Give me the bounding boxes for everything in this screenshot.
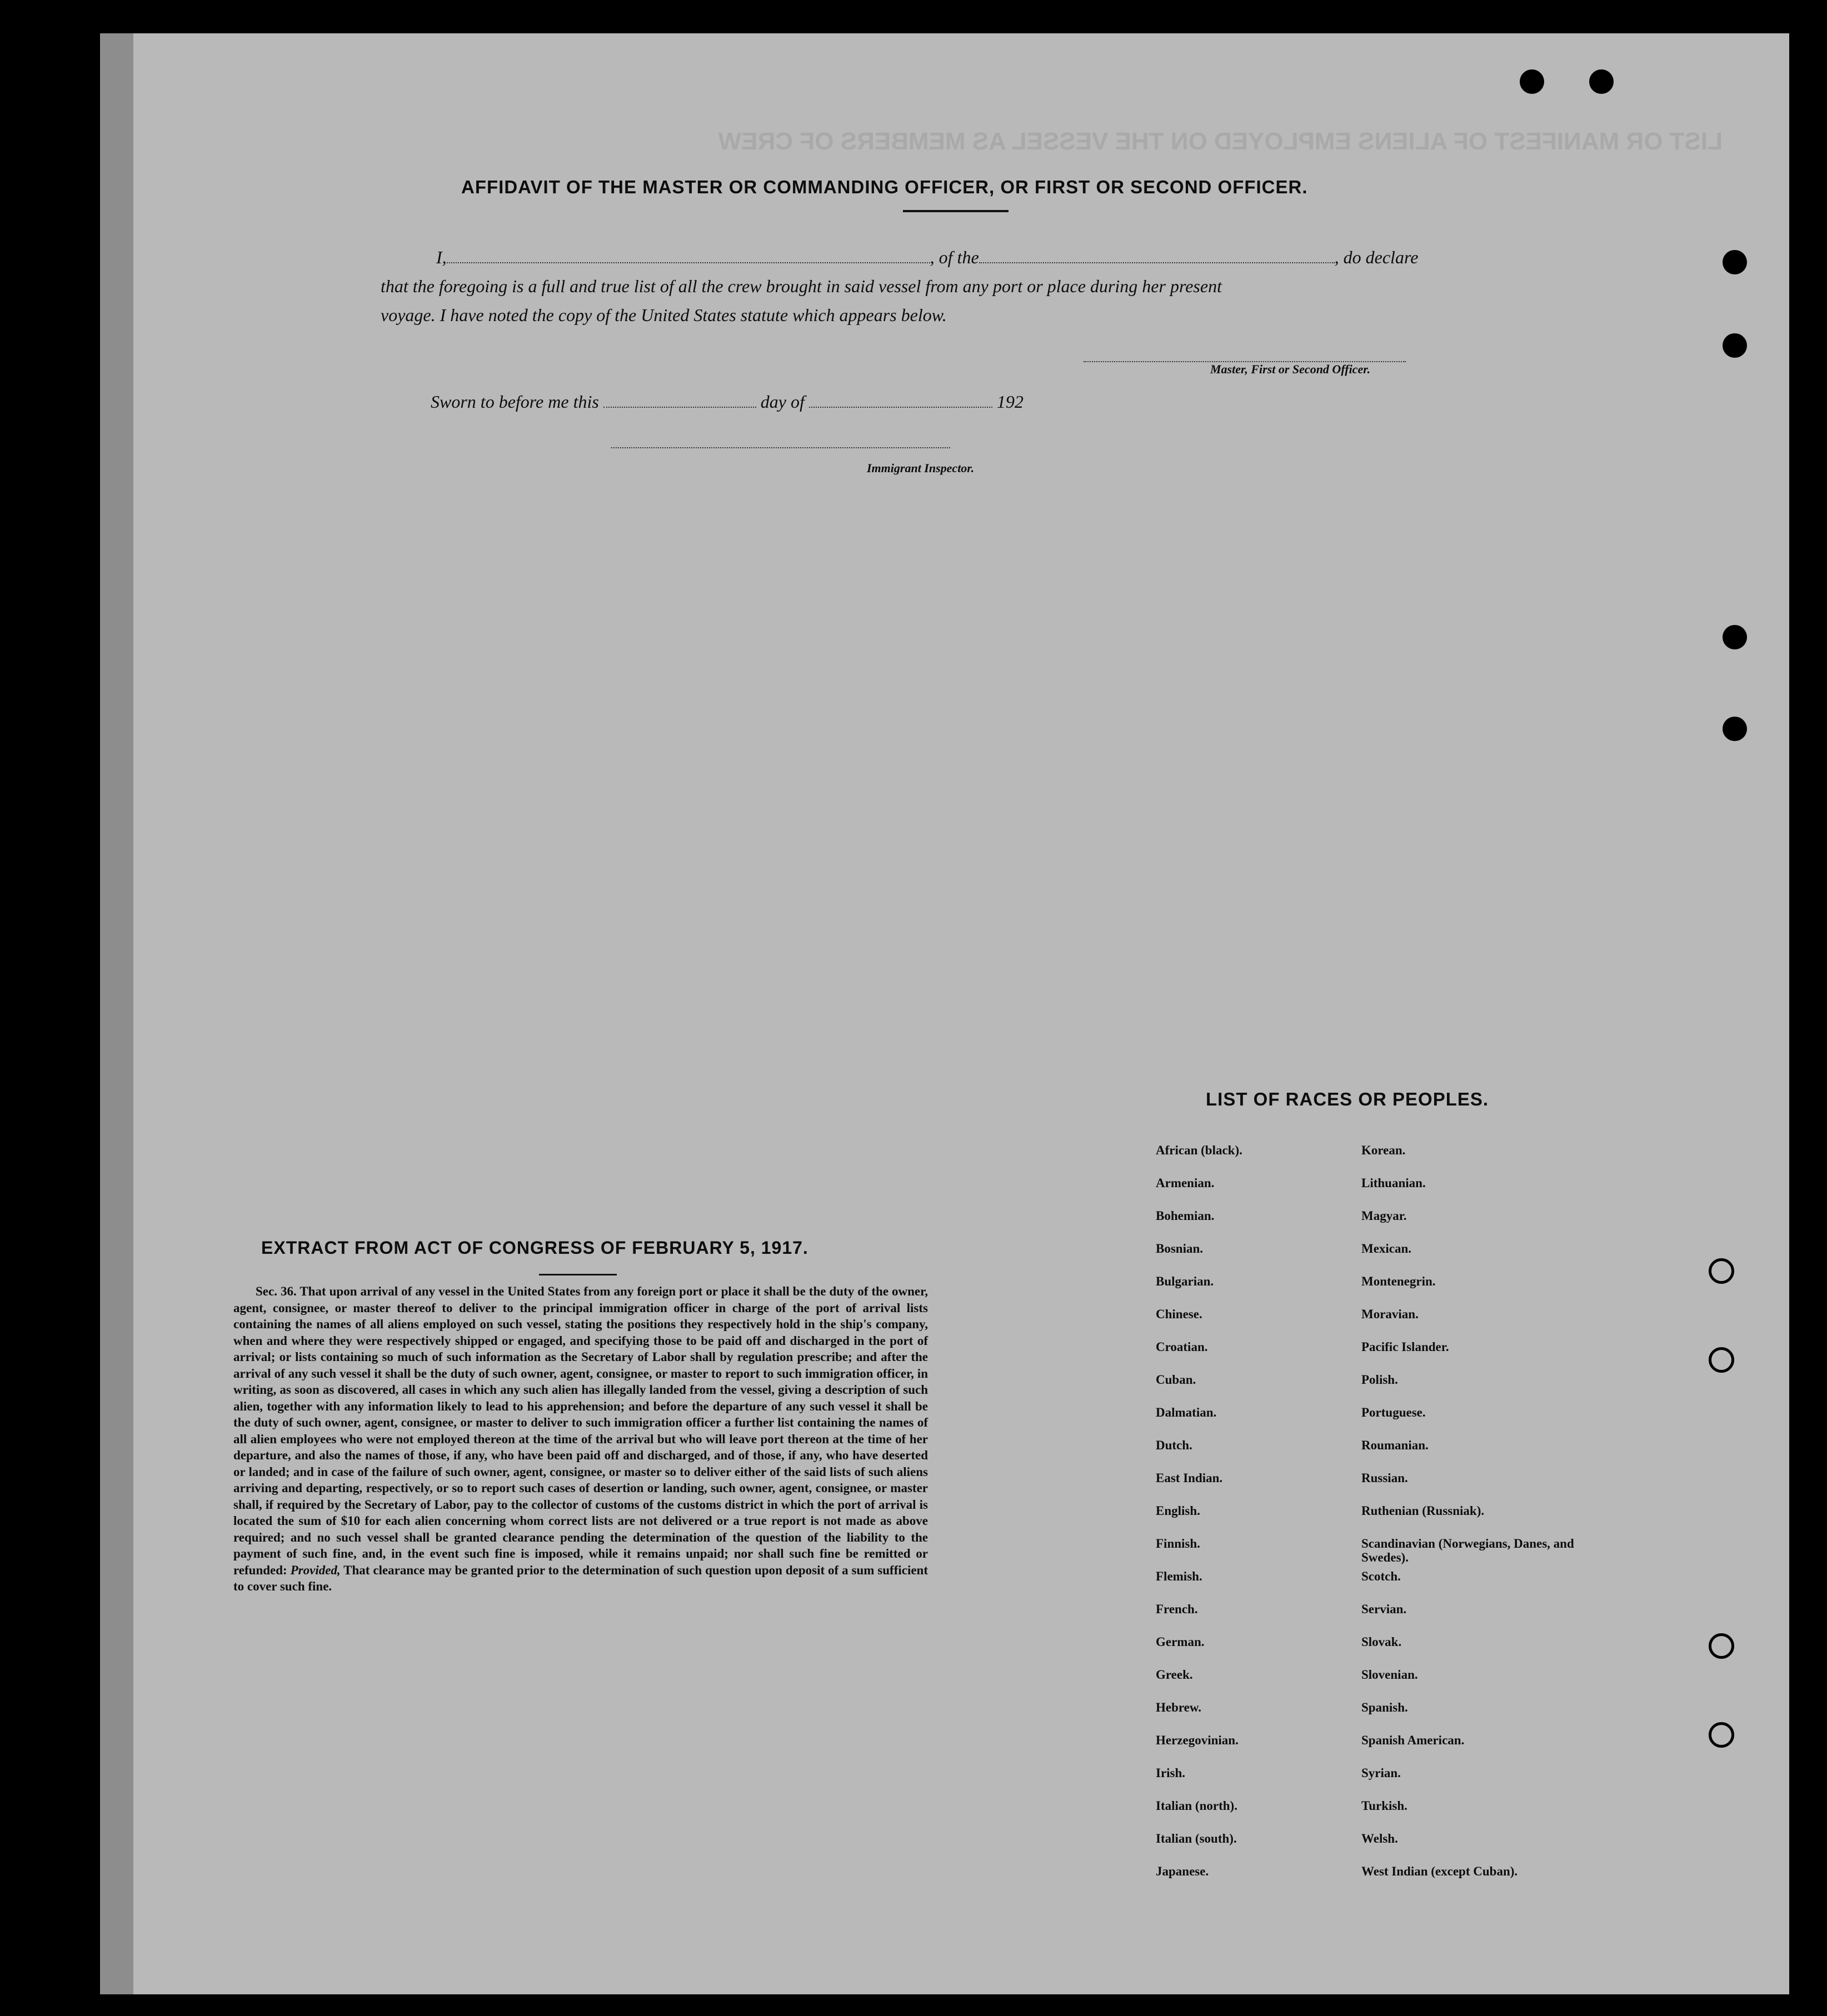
- punch-hole-icon: [1723, 250, 1747, 274]
- race-item: Moravian.: [1361, 1307, 1419, 1321]
- race-item: French.: [1156, 1602, 1198, 1616]
- race-item: Cuban.: [1156, 1373, 1196, 1387]
- race-item: Slovenian.: [1361, 1668, 1418, 1682]
- binding-edge: [100, 33, 133, 1994]
- race-item: English.: [1156, 1504, 1200, 1518]
- race-item: Welsh.: [1361, 1832, 1398, 1845]
- race-item: Bosnian.: [1156, 1242, 1204, 1255]
- master-signature-label: Master, First or Second Officer.: [1210, 362, 1371, 376]
- race-item: Servian.: [1361, 1602, 1407, 1616]
- race-item: Magyar.: [1361, 1209, 1407, 1223]
- race-item: Bohemian.: [1156, 1209, 1215, 1223]
- affidavit-title: AFFIDAVIT OF THE MASTER OR COMMANDING OFFICER, OR FIRST OR SECOND OFFICER.: [461, 177, 1308, 197]
- race-item: Italian (south).: [1156, 1832, 1237, 1845]
- race-item: Syrian.: [1361, 1766, 1401, 1780]
- race-item: Roumanian.: [1361, 1438, 1429, 1452]
- races-right-column: [1361, 1143, 1584, 1897]
- race-item: Portuguese.: [1361, 1405, 1426, 1419]
- race-item: Finnish.: [1156, 1537, 1200, 1550]
- affidavit-text-line-2: that the foregoing is a full and true list of all the crew brought in said vessel from any port or place during her present: [381, 276, 1222, 296]
- race-item: West Indian (except Cuban).: [1361, 1864, 1518, 1878]
- extract-title-rule: [539, 1274, 617, 1275]
- race-item: Russian.: [1361, 1471, 1408, 1485]
- race-item: Irish.: [1156, 1766, 1186, 1780]
- inspector-signature-label: Immigrant Inspector.: [867, 461, 975, 475]
- races-left-column: [1156, 1143, 1356, 1897]
- race-item: Armenian.: [1156, 1176, 1215, 1190]
- punch-hole-icon: [1709, 1347, 1734, 1373]
- race-item: Bulgarian.: [1156, 1274, 1214, 1288]
- race-item: Greek.: [1156, 1668, 1193, 1682]
- race-item: Hebrew.: [1156, 1700, 1201, 1714]
- race-item: Spanish.: [1361, 1700, 1408, 1714]
- affidavit-declaration-line: I, , of the , do declare: [436, 247, 1419, 267]
- inspector-signature-line: [611, 447, 950, 448]
- race-item: Lithuanian.: [1361, 1176, 1426, 1190]
- race-item: Scotch.: [1361, 1569, 1401, 1583]
- race-item: Mexican.: [1361, 1242, 1412, 1255]
- race-item: African (black).: [1156, 1143, 1242, 1157]
- punch-hole-icon: [1723, 625, 1747, 649]
- race-item: Dutch.: [1156, 1438, 1192, 1452]
- extract-title: EXTRACT FROM ACT OF CONGRESS OF FEBRUARY 5, 1917.: [261, 1238, 808, 1258]
- race-item: Pacific Islander.: [1361, 1340, 1449, 1354]
- manifest-page-reverse: [100, 33, 1789, 1994]
- affidavit-title-rule: [903, 210, 1009, 212]
- race-item: Slovak.: [1361, 1635, 1402, 1649]
- race-item: Montenegrin.: [1361, 1274, 1436, 1288]
- race-item: East Indian.: [1156, 1471, 1223, 1485]
- race-item: Polish.: [1361, 1373, 1398, 1387]
- extract-section-36: Sec. 36. That upon arrival of any vessel in the United States from any foreign port or place it shall be the duty of the owner, agent, consignee, or master thereof to deliver to the principal immigration officer in charge of the port of arrival lists containing the names of all aliens employed on such vessel, stating the positions they respectively hold in the ship's company, when and where they were respectively shipped or engaged, and specifying those to be paid off and discharged in the port of arrival; or lists containing so much of such information as the Secretary of Labor shall by regulation prescribe; and after the arrival of any such vessel it shall be the duty of such owner, agent, consignee, or master to report to such immigration officer, in writing, as soon as discovered, all cases in which any such alien has illegally landed from the vessel, giving a description of such alien, together with any information likely to lead to his apprehension; and before the departure of any such vessel it shall be the duty of such owner, agent, consignee, or master to deliver to such immigration officer a further list containing the names of all alien employees who were not employed thereon at the time of the arrival but who will leave port thereon at the time of her departure, and also the names of those, if any, who have been paid off and discharged, and of those, if any, who have deserted or landed; and in case of the failure of such owner, agent, consignee, or master so to deliver either of the said lists of such aliens arriving and departing, respectively, or so to report such cases of desertion or landing, such owner, agent, consignee, or master shall, if required by the Secretary of Labor, pay to the collector of customs of the customs district in which the port of arrival is located the sum of $10 for each alien concerning whom correct lists are not delivered or a true report is not made as above required; and no such vessel shall be granted clearance pending the determination of the question of the liability to the payment of such fine, and, in the event such fine is imposed, while it remains unpaid; nor shall such fine be remitted or refunded: Provided, That clearance may be granted prior to the determination of such question upon deposit of a sum sufficient to cover such fine.: [233, 1284, 929, 1593]
- race-item: Japanese.: [1156, 1864, 1209, 1878]
- race-item: Italian (north).: [1156, 1799, 1237, 1813]
- affidavit-text-line-3: voyage. I have noted the copy of the United States statute which appears below.: [381, 305, 947, 325]
- race-item: Dalmatian.: [1156, 1405, 1217, 1419]
- races-title: LIST OF RACES OR PEOPLES.: [1206, 1089, 1489, 1109]
- race-item: Chinese.: [1156, 1307, 1202, 1321]
- race-item: Spanish American.: [1361, 1733, 1465, 1747]
- punch-hole-icon: [1589, 69, 1614, 94]
- bleed-through-header: LIST OR MANIFEST OF ALIENS EMPLOYED ON THE VESSEL AS MEMBERS OF CREW: [718, 128, 1723, 155]
- race-item: Herzegovinian.: [1156, 1733, 1239, 1747]
- race-item: Flemish.: [1156, 1569, 1202, 1583]
- sworn-line: Sworn to before me this day of 192: [431, 392, 1024, 412]
- race-item: Croatian.: [1156, 1340, 1208, 1354]
- punch-hole-icon: [1709, 1258, 1734, 1284]
- race-item: Scandinavian (Norwegians, Danes, and Swedes).: [1361, 1537, 1574, 1564]
- punch-hole-icon: [1723, 333, 1747, 358]
- race-item: Ruthenian (Russniak).: [1361, 1504, 1485, 1518]
- race-item: Turkish.: [1361, 1799, 1407, 1813]
- punch-hole-icon: [1520, 69, 1544, 94]
- punch-hole-icon: [1709, 1722, 1734, 1748]
- punch-hole-icon: [1723, 717, 1747, 741]
- race-item: German.: [1156, 1635, 1205, 1649]
- punch-hole-icon: [1709, 1633, 1734, 1659]
- race-item: Korean.: [1361, 1143, 1406, 1157]
